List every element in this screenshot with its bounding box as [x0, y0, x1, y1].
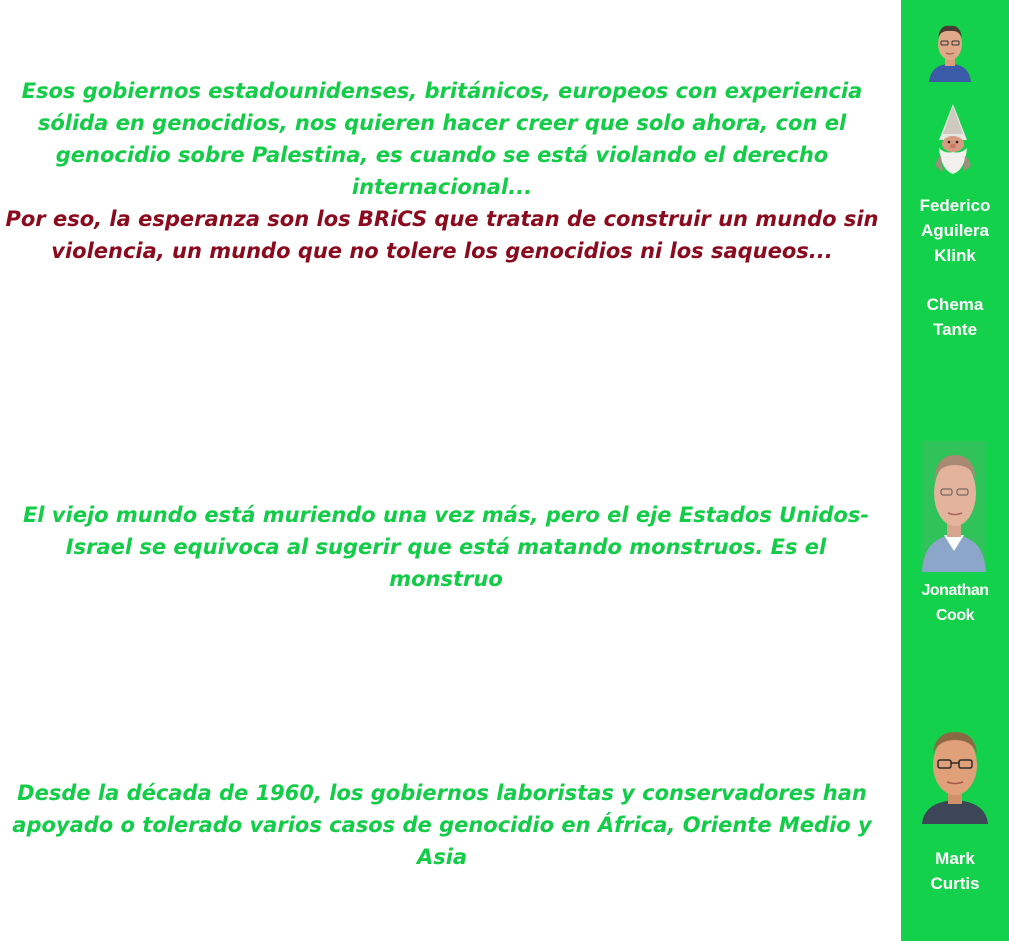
quote-4: Desde la década de 1960, los gobiernos laboristas y conservadores han apoyado o tolerado varios casos de genocidio en África, Oriente Medio y Asia: [12, 781, 872, 869]
author-mark-line2: Curtis: [930, 874, 980, 893]
author-name-mark: [901, 846, 1009, 896]
avatar-jonathan: [922, 441, 986, 572]
quote-1: Esos gobiernos estadounidenses, británicos, europeos con experiencia sólida en genocidios, nos quieren hacer creer que solo ahora, con el genocidio sobre Palestina, es cuando se está violando el derecho internacional...: [21, 79, 863, 199]
author-jonathan-line1: Jonathan: [921, 582, 989, 599]
avatar-mark: [922, 720, 988, 824]
author-jonathan-line2: Cook: [936, 607, 974, 624]
author-federico-line1: Federico: [919, 196, 991, 215]
author-mark-line1: Mark: [935, 849, 975, 868]
author-name-jonathan: [901, 578, 1009, 628]
author-federico-line2: Aguilera: [920, 221, 990, 240]
avatar-federico: [927, 18, 973, 82]
author-name-chema: [901, 292, 1009, 342]
quote-2: Por eso, la esperanza son los BRiCS que tratan de construir un mundo sin violencia, un mundo que no tolere los genocidios ni los saqueos...: [5, 207, 879, 263]
quote-3: El viejo mundo está muriendo una vez más, pero el eje Estados Unidos-Israel se equivoca al sugerir que está matando monstruos. Es el monstruo: [22, 503, 870, 591]
author-name-federico: [901, 193, 1009, 268]
author-sidebar: [901, 0, 1009, 941]
author-chema-line1: Chema: [926, 295, 984, 314]
author-federico-line3: Klink: [934, 246, 976, 265]
author-chema-line2: Tante: [932, 320, 978, 339]
avatar-chema-gnome: [931, 104, 975, 174]
